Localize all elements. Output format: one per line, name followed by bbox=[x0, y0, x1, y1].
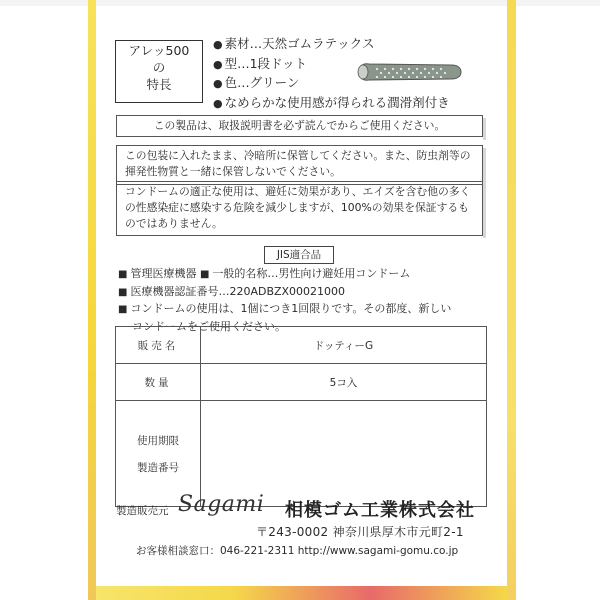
generic-name: ■ 一般的名称…男性向け避妊用コンドーム bbox=[200, 267, 410, 280]
lot-number-label: 製造番号 bbox=[137, 461, 179, 474]
features-title-box bbox=[115, 40, 203, 103]
expiry-lot-label-cell bbox=[116, 401, 201, 507]
table-row bbox=[116, 327, 487, 364]
regulatory-info bbox=[118, 266, 451, 335]
jis-compliance-badge: JIS適合品 bbox=[264, 246, 334, 264]
feature-shape: ● 型…1段ドット bbox=[213, 55, 450, 75]
manufacturer-label: 製造販売元 bbox=[116, 505, 169, 517]
notice-shadow bbox=[483, 184, 486, 238]
box-left-edge bbox=[88, 0, 96, 600]
box-right-edge bbox=[507, 0, 516, 600]
quantity-label: 数量 bbox=[116, 364, 201, 401]
quantity-value: 5コ入 bbox=[201, 364, 487, 401]
notice-read-manual: この製品は、取扱説明書を必ず読んでからご使用ください。 bbox=[116, 115, 483, 137]
notice-shadow bbox=[483, 148, 486, 186]
features-title-line: の bbox=[152, 60, 166, 75]
regulatory-row bbox=[118, 301, 451, 319]
table-row bbox=[116, 401, 487, 507]
expiry-lot-value bbox=[201, 401, 487, 507]
notice-efficacy: コンドームの適正な使用は、避妊に効果があり、エイズを含む他の多くの性感染症に感染する危険を減少しますが、100%の効果を保証するものではありません。 bbox=[116, 181, 483, 236]
box-bottom-edge bbox=[96, 586, 507, 600]
table-row bbox=[116, 364, 487, 401]
features-title-line: 特長 bbox=[146, 77, 172, 92]
feature-color: ● 色…グリーン bbox=[213, 74, 450, 94]
single-use-notice-cont: コンドームをご使用ください。 bbox=[132, 319, 286, 333]
feature-material: ● 素材…天然ゴムラテックス bbox=[213, 35, 450, 55]
company-name: 相模ゴム工業株式会社 bbox=[285, 500, 475, 521]
expiry-label: 使用期限 bbox=[137, 434, 179, 447]
condom-illustration-icon bbox=[355, 58, 465, 86]
notice-storage: この包装に入れたまま、冷暗所に保管してください。また、防虫剤等の揮発性物質と一緒に保管しないでください。 bbox=[116, 145, 483, 185]
regulatory-row bbox=[118, 266, 451, 284]
sagami-logo: Sagami bbox=[178, 492, 265, 517]
customer-contact: お客様相談窓口：046-221-2311 http://www.sagami-gomu.co.jp bbox=[136, 545, 459, 557]
feature-lubricant: ● なめらかな使用感が得られる潤滑剤付き bbox=[213, 94, 450, 114]
features-title-line: アレッ500 bbox=[128, 43, 190, 58]
product-info-table bbox=[115, 326, 487, 507]
device-class: ■ 管理医療機器 bbox=[118, 267, 196, 280]
single-use-notice: ■ コンドームの使用は、1個につき1回限りです。その都度、新しい bbox=[118, 302, 451, 315]
regulatory-row bbox=[118, 284, 451, 302]
product-name-value: ドッティーG bbox=[201, 327, 487, 364]
company-address: 〒243-0002 神奈川県厚木市元町2-1 bbox=[256, 525, 464, 539]
product-name-label: 販売名 bbox=[116, 327, 201, 364]
certification-number: ■ 医療機器認証番号…220ADBZX00021000 bbox=[118, 285, 345, 298]
notice-shadow bbox=[483, 118, 486, 140]
